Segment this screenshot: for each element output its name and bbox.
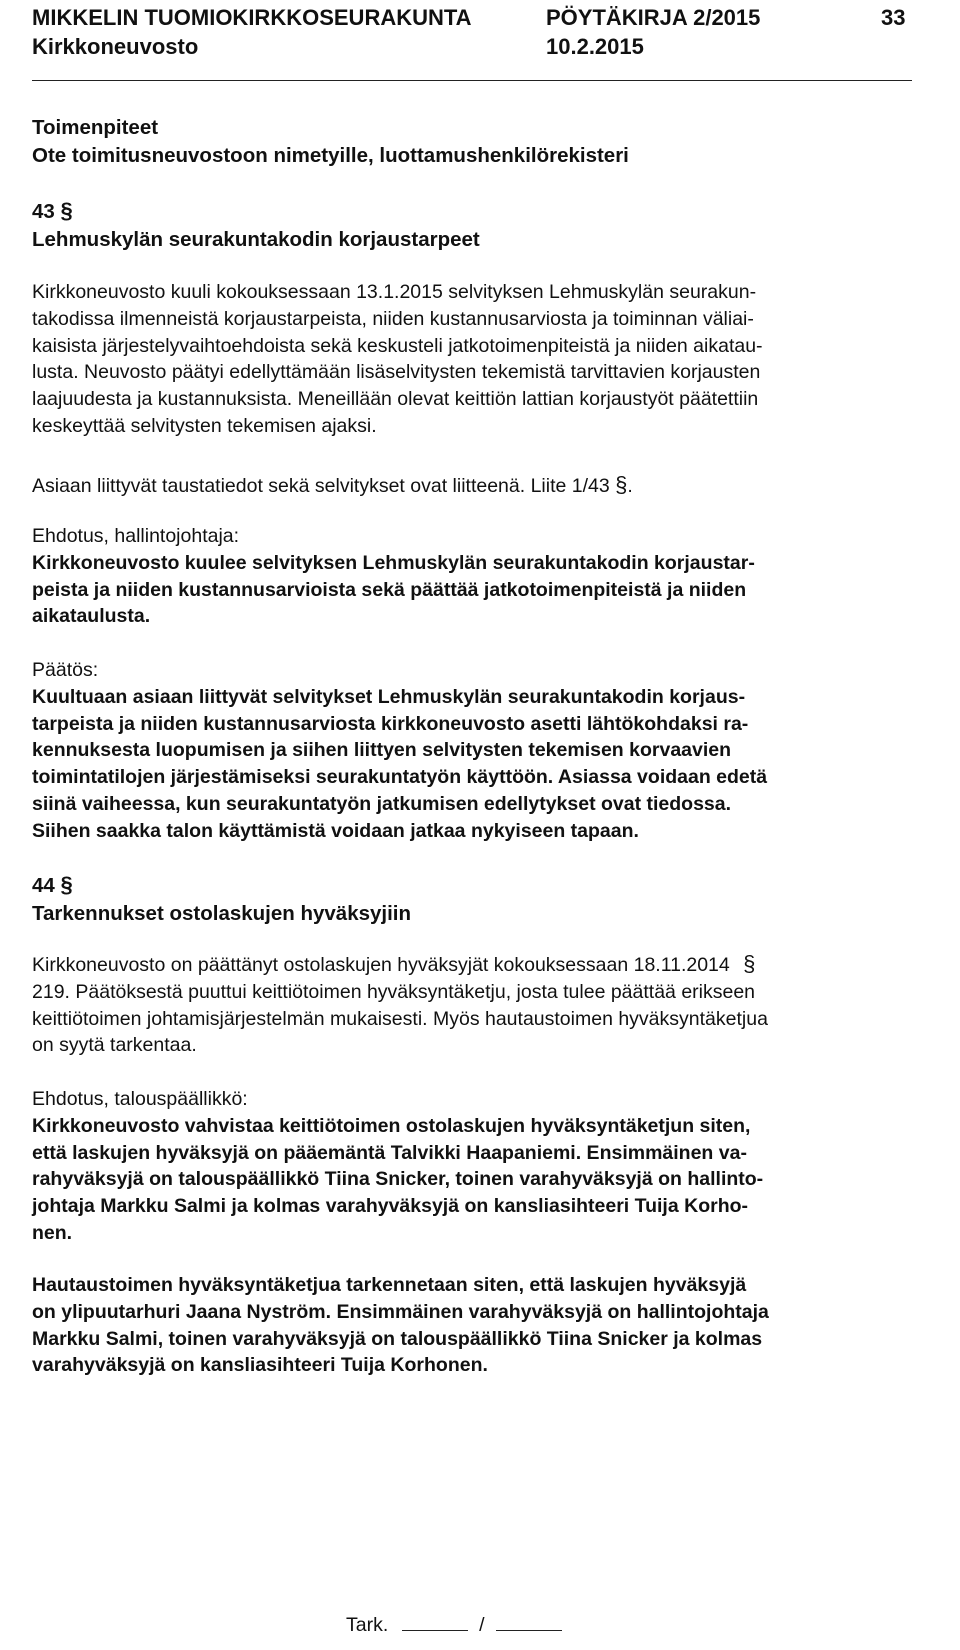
actions-text: Ote toimitusneuvostoon nimetyille, luottamushenkilörekisteri [32, 144, 629, 167]
header-org: MIKKELIN TUOMIOKIRKKOSEURAKUNTA [32, 5, 472, 30]
header-date: 10.2.2015 [546, 34, 644, 59]
proposal-line: nen. [32, 1221, 73, 1244]
item44-number: 44 [32, 874, 55, 897]
item43-title: Lehmuskylän seurakuntakodin korjaustarpeet [32, 228, 480, 251]
proposal-line: peista ja niiden kustannusarvioista sekä päättää jatkotoimenpiteistä ja niiden [32, 578, 747, 601]
item43-number: 43 [32, 200, 55, 223]
signature-line-1 [402, 1612, 468, 1631]
proposal-label: Ehdotus, hallintojohtaja: [32, 525, 240, 547]
attachment-text: Asiaan liittyvät taustatiedot sekä selvitykset ovat liitteenä. Liite 1/43 [32, 475, 610, 497]
proposal-label: Ehdotus, talouspäällikkö: [32, 1088, 248, 1110]
proposal-line: että laskujen hyväksyjä on pääemäntä Talvikki Haapaniemi. Ensimmäinen va- [32, 1141, 747, 1164]
item43-para-line: takodissa ilmenneistä korjaustarpeista, niiden kustannusarviosta ja toiminnan väliai- [32, 307, 754, 330]
check-signature [346, 1612, 562, 1637]
item44-proposal-2 [32, 1272, 912, 1379]
item43-para-line: laajuudesta ja kustannuksista. Meneillään olevat keittiön lattian korjaustyöt päätettiin [32, 388, 759, 411]
item43-proposal [32, 523, 912, 630]
decision-line: tarpeista ja niiden kustannusarviosta kirkkoneuvosto asetti lähtökohdaksi ra- [32, 712, 749, 735]
item44-para-line: keittiötoimen johtamisjärjestelmän mukaisesti. Myös hautaustoimen hyväksyntäketjua [32, 1007, 768, 1030]
proposal-line: varahyväksyjä on kansliasihteeri Tuija Korhonen. [32, 1354, 488, 1377]
item43-para-line: lusta. Neuvosto päätyi edellyttämään lisäselvitysten tekemistä tarvittavien korjausten [32, 361, 761, 384]
item44-title: Tarkennukset ostolaskujen hyväksyjiin [32, 902, 412, 925]
signature-separator: / [479, 1614, 485, 1636]
decision-line: kennuksesta luopumisen ja siihen liittyen selvitysten tekemisen korvaavien [32, 739, 732, 762]
decision-line: Kuultuaan asiaan liittyvät selvitykset Lehmuskylän seurakuntakodin korjaus- [32, 685, 746, 708]
proposal-line: johtaja Markku Salmi ja kolmas varahyväksyjä on kansliasihteeri Tuija Korho- [32, 1195, 749, 1218]
proposal-line: Markku Salmi, toinen varahyväksyjä on talouspäällikkö Tiina Snicker ja kolmas [32, 1327, 763, 1350]
section-sign-icon: § [743, 951, 756, 976]
section-sign-icon: § [60, 198, 73, 223]
decision-label: Päätös: [32, 659, 99, 681]
item44-para-first: Kirkkoneuvosto on päättänyt ostolaskujen hyväksyjät kokouksessaan 18.11.2014 [32, 954, 730, 976]
proposal-line: Hautaustoimen hyväksyntäketjua tarkennetaan siten, että laskujen hyväksyjä [32, 1274, 747, 1296]
item44-para-line [32, 951, 912, 979]
section-sign-icon: § [615, 472, 628, 497]
decision-line: Siihen saakka talon käyttämistä voidaan jatkaa nykyiseen tapaan. [32, 819, 639, 842]
item44-paragraph [32, 951, 912, 1059]
check-label: Tark. [346, 1614, 389, 1636]
item43-decision [32, 657, 912, 845]
signature-line-2 [496, 1612, 562, 1631]
header-page-number: 33 [881, 5, 906, 30]
item43-paragraph [32, 279, 912, 440]
header-doc: PÖYTÄKIRJA 2/2015 [546, 5, 761, 30]
header-rule [32, 80, 912, 81]
proposal-line: Kirkkoneuvosto kuulee selvityksen Lehmuskylän seurakuntakodin korjaustar- [32, 551, 755, 574]
proposal-line: on ylipuutarhuri Jaana Nyström. Ensimmäinen varahyväksyjä on hallintojohtaja [32, 1300, 769, 1323]
actions-block [32, 114, 912, 170]
decision-line: siinä vaiheessa, kun seurakuntatyön jatkumisen edellytykset ovat tiedossa. [32, 792, 732, 815]
header-body: Kirkkoneuvosto [32, 34, 199, 59]
proposal-line: aikataulusta. [32, 605, 151, 628]
proposal-line: rahyväksyjä on talouspäällikkö Tiina Snicker, toinen varahyväksyjä on hallinto- [32, 1168, 764, 1191]
item44-proposal [32, 1086, 912, 1247]
item43-attachment: Asiaan liittyvät taustatiedot sekä selvitykset ovat liitteenä. Liite 1/43 §. [32, 472, 633, 497]
item43-para-line: kaisista järjestelyvaihtoehdoista sekä keskusteli jatkotoimenpiteistä ja niiden aikatau- [32, 334, 763, 357]
item43-para-line: keskeyttää selvitysten tekemisen ajaksi. [32, 414, 377, 437]
item44-para-line: on syytä tarkentaa. [32, 1034, 197, 1057]
proposal-line: Kirkkoneuvosto vahvistaa keittiötoimen ostolaskujen hyväksyntäketjun siten, [32, 1114, 751, 1137]
item44-para-line: 219. Päätöksestä puuttui keittiötoimen hyväksyntäketju, josta tulee päättää erikseen [32, 980, 756, 1003]
section-sign-icon: § [60, 872, 73, 897]
actions-heading: Toimenpiteet [32, 116, 159, 139]
decision-line: toimintatilojen järjestämiseksi seurakuntatyön käyttöön. Asiassa voidaan edetä [32, 766, 768, 789]
item43-heading [32, 197, 912, 254]
item44-heading [32, 871, 912, 928]
item43-para-line: Kirkkoneuvosto kuuli kokouksessaan 13.1.2015 selvityksen Lehmuskylän seurakun- [32, 281, 757, 303]
